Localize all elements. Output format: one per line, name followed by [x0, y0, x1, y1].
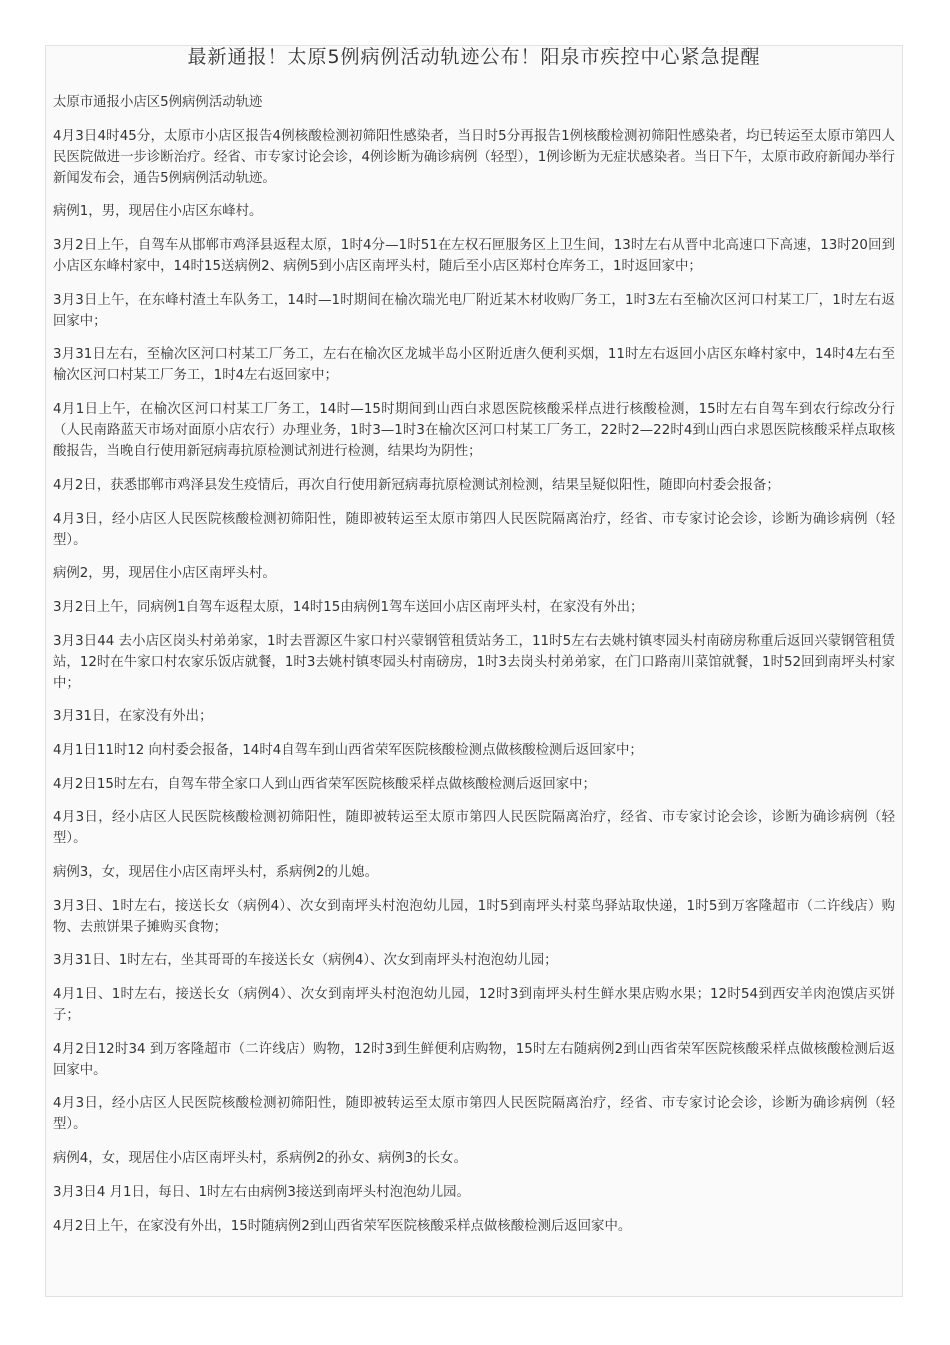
case-1-apr-1: 4月1日上午，在榆次区河口村某工厂务工，14时—15时期间到山西白求恩医院核酸采样点进行核酸检测，15时左右自驾车到农行综改分行（人民南路蓝天市场对面原小店农行）办理业务，1时3—1时3在榆次区河口村某工厂务工，22时2—22时4到山西白求恩医院核酸采样点取核酸报告，当晚自行使用新冠病毒抗原检测试剂进行检测，结果均为阴性；	[53, 402, 895, 460]
case-2-heading: 病例2，男，现居住小店区南坪头村。	[53, 566, 276, 582]
case-2-apr-1: 4月1日11时12 向村委会报备，14时4自驾车到山西省荣军医院核酸检测点做核酸检测后返回家中；	[53, 742, 643, 758]
case-1-mar-31: 3月31日左右，至榆次区河口村某工厂务工，左右在榆次区龙城半岛小区附近唐久便利买烟，11时左右返回小店区东峰村家中，14时4左右至榆次区河口村某工厂务工，1时4左右返回家中；	[53, 347, 895, 384]
document-body	[53, 92, 895, 1249]
case-1-mar-3: 3月3日上午，在东峰村渣土车队务工，14时—1时期间在榆次瑞光电厂附近某木材收购厂务工，1时3左右至榆次区河口村某工厂，1时左右返回家中；	[53, 292, 895, 329]
case-3-mar-31: 3月31日、1时左右，坐其哥哥的车接送长女（病例4）、次女到南坪头村泡泡幼儿园；	[53, 953, 558, 969]
case-4-mar-3: 3月3日4 月1日，每日、1时左右由病例3接送到南坪头村泡泡幼儿园。	[53, 1184, 470, 1200]
case-1-mar-2: 3月2日上午，自驾车从邯郸市鸡泽县返程太原，1时4分—1时51在左权石匣服务区上卫生间，13时左右从晋中北高速口下高速，13时20回到小店区东峰村家中，14时15送病例2、病例5到小店区南坪头村，随后至小店区郑村仓库务工，1时返回家中；	[53, 238, 895, 275]
case-2-apr-3: 4月3日，经小店区人民医院核酸检测初筛阳性，随即被转运至太原市第四人民医院隔离治疗，经省、市专家讨论会诊，诊断为确诊病例（轻型）。	[53, 810, 895, 847]
case-3-apr-3: 4月3日，经小店区人民医院核酸检测初筛阳性，随即被转运至太原市第四人民医院隔离治疗，经省、市专家讨论会诊，诊断为确诊病例（轻型）。	[53, 1096, 895, 1133]
case-3-apr-1: 4月1日、1时左右，接送长女（病例4）、次女到南坪头村泡泡幼儿园，12时3到南坪头村生鲜水果店购水果；12时54到西安羊肉泡馍店买饼子；	[53, 987, 895, 1024]
paragraph-summary: 4月3日4时45分，太原市小店区报告4例核酸检测初筛阳性感染者，当日时5分再报告1例核酸检测初筛阳性感染者，均已转运至太原市第四人民医院做进一步诊断治疗。经省、市专家讨论会诊，4例诊断为确诊病例（轻型），1例诊断为无症状感染者。当日下午，太原市政府新闻办举行新闻发布会，通告5例病例活动轨迹。	[53, 128, 895, 186]
case-3-apr-2: 4月2日12时34 到万客隆超市（二许线店）购物，12时3到生鲜便利店购物，15时左右随病例2到山西省荣军医院核酸采样点做核酸检测后返回家中。	[53, 1041, 895, 1078]
case-3-mar-3: 3月3日、1时左右，接送长女（病例4）、次女到南坪头村泡泡幼儿园，1时5到南坪头村菜鸟驿站取快递，1时5到万客隆超市（二许线店）购物、去煎饼果子摊购买食物；	[53, 898, 895, 935]
document-title: 最新通报！太原5例病例活动轨迹公布！阳泉市疾控中心紧急提醒	[187, 46, 761, 68]
case-2-apr-2: 4月2日15时左右，自驾车带全家口人到山西省荣军医院核酸采样点做核酸检测后返回家中；	[53, 776, 596, 792]
case-3-heading: 病例3，女，现居住小店区南坪头村，系病例2的儿媳。	[53, 865, 379, 880]
case-1-apr-3: 4月3日，经小店区人民医院核酸检测初筛阳性，随即被转运至太原市第四人民医院隔离治疗，经省、市专家讨论会诊，诊断为确诊病例（轻型）。	[53, 511, 895, 548]
case-2-mar-3: 3月3日44 去小店区岗头村弟弟家，1时去晋源区牛家口村兴蒙钢管租赁站务工，11时5左右去姚村镇枣园头村南磅房称重后返回兴蒙钢管租赁站，12时在牛家口村农家乐饭店就餐，1时3去姚村镇枣园头村南磅房，1时3去岗头村弟弟家，在门口路南川菜馆就餐，1时52回到南坪头村家中；	[53, 633, 895, 691]
case-1-apr-2: 4月2日，获悉邯郸市鸡泽县发生疫情后，再次自行使用新冠病毒抗原检测试剂检测，结果呈疑似阳性，随即向村委会报备；	[53, 477, 780, 493]
case-4-apr-2: 4月2日上午，在家没有外出，15时随病例2到山西省荣军医院核酸采样点做核酸检测后返回家中。	[53, 1218, 632, 1234]
paragraph-intro: 太原市通报小店区5例病例活动轨迹	[53, 95, 263, 110]
case-2-mar-31: 3月31日，在家没有外出；	[53, 709, 213, 725]
case-1-heading: 病例1，男，现居住小店区东峰村。	[53, 204, 263, 220]
case-4-heading: 病例4，女，现居住小店区南坪头村，系病例2的孙女、病例3的长女。	[53, 1151, 467, 1167]
case-2-mar-2: 3月2日上午，同病例1自驾车返程太原，14时15由病例1驾车送回小店区南坪头村，在家没有外出；	[53, 599, 644, 615]
